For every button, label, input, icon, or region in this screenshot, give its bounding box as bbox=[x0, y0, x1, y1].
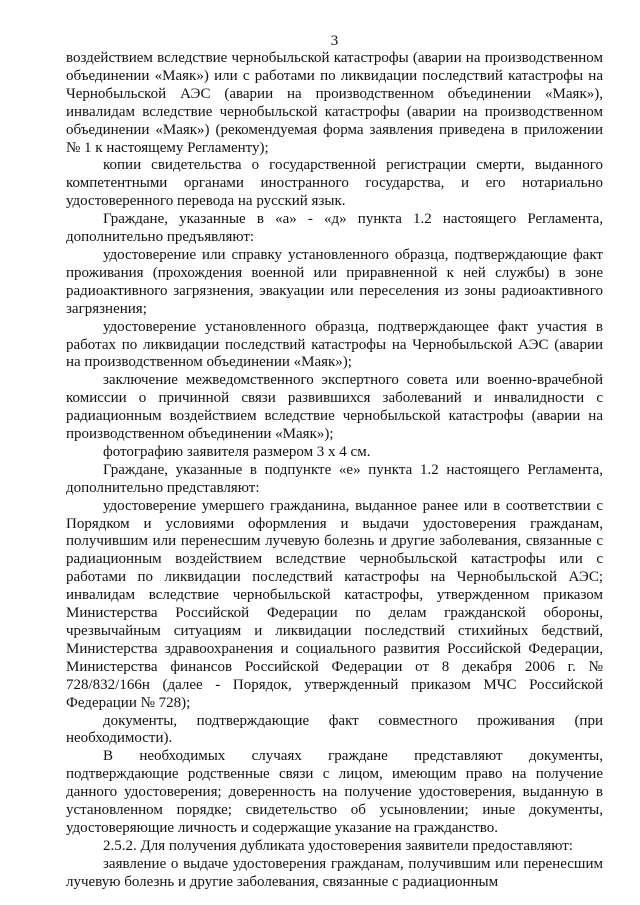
paragraph-9: удостоверение умершего гражданина, выданное ранее или в соответствии с Порядком и условиями оформления и выдачи удостоверения гражданам, получившим или перенесшим лучевую болезнь и другие заболевания, связанные с радиационным воздействием вследствие чернобыльской катастрофы или с работами по ликвидации последствий катастрофы на Чернобыльской АЭС; инвалидам вследствие чернобыльской катастрофы, утвержденном приказом Министерства Российской Федерации по делам гражданской обороны, чрезвычайным ситуациям и ликвидации последствий стихийных бедствий, Министерства здравоохранения и социального развития Российской Федерации, Министерства финансов Российской Федерации от 8 декабря 2006 г. № 728/832/166н (далее - Порядок, утвержденный приказом МЧС Российской Федерации № 728); bbox=[66, 497, 603, 711]
paragraph-7: фотографию заявителя размером 3 х 4 см. bbox=[103, 443, 371, 460]
paragraph-11: В необходимых случаях граждане представляют документы, подтверждающие родственные связи с лицом, имеющим право на получение данного удостоверения; доверенность на получение удостоверения, выданную в установленном порядке; свидетельство об усыновлении; иные документы, удостоверяющие личность и содержащие указание на гражданство. bbox=[66, 748, 603, 836]
paragraph-8: Граждане, указанные в подпункте «е» пункта 1.2 настоящего Регламента, дополнительно представляют: bbox=[66, 461, 603, 496]
paragraph-5: удостоверение установленного образца, подтверждающее факт участия в работах по ликвидации последствий катастрофы на Чернобыльской АЭС (аварии на производственном объединении «Маяк»); bbox=[66, 318, 603, 371]
paragraph-6: заключение межведомственного экспертного совета или военно-врачебной комиссии о причинной связи развившихся заболеваний и инвалидности с радиационным воздействием вследствие чернобыльской катастрофы (аварии на производственном объединении «Маяк»); bbox=[66, 372, 603, 443]
paragraph-3: Граждане, указанные в «а» - «д» пункта 1.2 настоящего Регламента, дополнительно предъявляют: bbox=[66, 211, 603, 246]
page-number: 3 bbox=[330, 33, 339, 49]
paragraph-1: воздействием вследствие чернобыльской катастрофы (аварии на производственном объединении «Маяк») или с работами по ликвидации последствий катастрофы на Чернобыльской АЭС (аварии на производственном объединении «Маяк»), инвалидам вследствие чернобыльской катастрофы (аварии на производственном объединении «Маяк») (рекомендуемая форма заявления приведена в приложении № 1 к настоящему Регламенту); bbox=[66, 50, 603, 156]
paragraph-2: копии свидетельства о государственной регистрации смерти, выданного компетентными органами иностранного государства, и его нотариально удостоверенного перевода на русский язык. bbox=[66, 157, 603, 210]
paragraph-12: 2.5.2. Для получения дубликата удостоверения заявители предоставляют: bbox=[103, 837, 573, 854]
paragraph-10: документы, подтверждающие факт совместного проживания (при необходимости). bbox=[66, 712, 603, 747]
paragraph-13: заявление о выдаче удостоверения гражданам, получившим или перенесшим лучевую болезнь и другие заболевания, связанные с радиационным bbox=[66, 855, 603, 890]
paragraph-4: удостоверение или справку установленного образца, подтверждающие факт проживания (прохождения военной или приравненной к ней службы) в зоне радиоактивного загрязнения, эвакуации или переселения из зоны радиоактивного загрязнения; bbox=[66, 246, 603, 317]
